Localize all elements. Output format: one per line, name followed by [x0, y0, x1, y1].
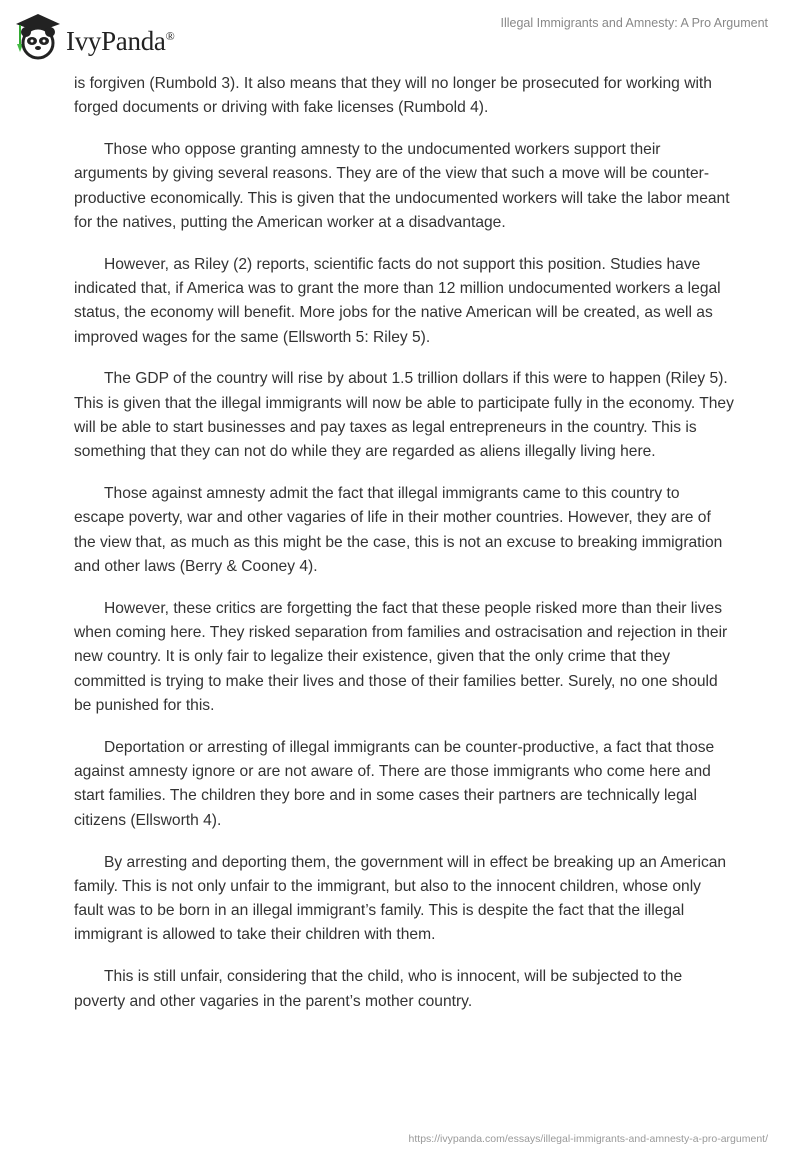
essay-body: [74, 72, 734, 1031]
brand-text: IvyPanda: [66, 25, 166, 56]
paragraph: This is still unfair, considering that the child, who is innocent, will be subjected to the poverty and other vagaries in the parent’s mother country.: [74, 968, 683, 1010]
logo[interactable]: [12, 10, 174, 62]
paragraph: is forgiven (Rumbold 3). It also means that they will no longer be prosecuted for working with forged documents or driving with fake licenses (Rumbold 4).: [74, 75, 712, 117]
paragraph: However, these critics are forgetting the fact that these people risked more than their lives when coming here. They risked separation from families and ostracisation and rejection in their new country. It is only fair to legalize their existence, given that the only crime that they committed is trying to make their lives and those of their families better. Surely, no one should be punished for this.: [74, 599, 728, 715]
paragraph: The GDP of the country will rise by about 1.5 trillion dollars if this were to happen (Riley 5). This is given that the illegal immigrants will now be able to participate fully in the economy. They will be able to start businesses and pay taxes as legal entrepreneurs in the country. This is something that they can not do while they are regarded as aliens illegally living here.: [74, 370, 734, 461]
document-title: Illegal Immigrants and Amnesty: A Pro Argument: [500, 16, 768, 30]
paragraph: Those who oppose granting amnesty to the undocumented workers support their arguments by giving several reasons. They are of the view that such a move will be counter-productive economically. This is given that the undocumented workers will take the labor meant for the natives, putting the American worker at a disadvantage.: [74, 141, 730, 231]
paragraph: Deportation or arresting of illegal immigrants can be counter-productive, a fact that those against amnesty ignore or are not aware of. There are those immigrants who come here and start families. The children they bore and in some cases their partners are technically legal citizens (Ellsworth 4).: [74, 738, 715, 829]
panda-graduate-icon: [12, 10, 64, 62]
registered-mark: ®: [165, 28, 175, 43]
paragraph: Those against amnesty admit the fact that illegal immigrants came to this country to escape poverty, war and other vagaries of life in their mother countries. However, they are of the view that, as much as this might be the case, this is not an excuse to breaking immigration and other laws (Berry & Cooney 4).: [74, 485, 723, 576]
source-url[interactable]: https://ivypanda.com/essays/illegal-immigrants-and-amnesty-a-pro-argument/: [408, 1133, 768, 1145]
brand-name: [66, 26, 174, 57]
paragraph: By arresting and deporting them, the government will in effect be breaking up an American family. This is not only unfair to the immigrant, but also to the innocent children, whose only fault was to be born in an illegal immigrant’s family. This is despite the fact that the illegal immigrant is allowed to take their children with them.: [74, 853, 727, 944]
paragraph: However, as Riley (2) reports, scientific facts do not support this position. Studies have indicated that, if America was to grant the more than 12 million undocumented workers a legal status, the economy will benefit. More jobs for the native American will be created, as well as improved wages for the same (Ellsworth 5: Riley 5).: [74, 255, 721, 346]
